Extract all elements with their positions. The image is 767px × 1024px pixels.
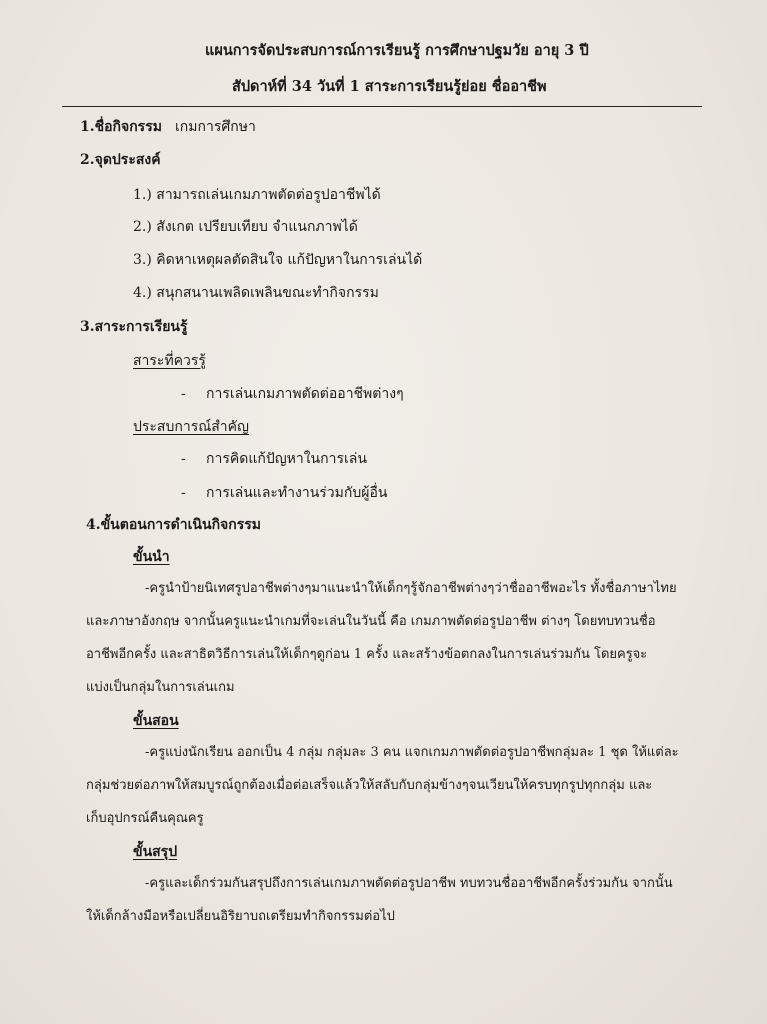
summary-line: ให้เด็กล้างมือหรือเปลี่ยนอิริยาบถเตรียมทำกิจกรรมต่อไป <box>86 909 395 924</box>
intro-line: และภาษาอังกฤษ จากนั้นครูแนะนำเกมที่จะเล่นในวันนี้ คือ เกมภาพตัดต่อรูปอาชีพ ต่างๆ โดยทบทวนชื่อ <box>86 614 656 629</box>
knowledge-item: การเล่นเกมภาพตัดต่ออาชีพต่างๆ <box>206 386 404 402</box>
teach-line: เก็บอุปกรณ์คืนคุณครู <box>86 811 204 826</box>
summary-line: -ครูและเด็กร่วมกันสรุปถึงการเล่นเกมภาพตัดต่อรูปอาชีพ ทบทวนชื่ออาชีพอีกครั้งร่วมกัน จากนั้น <box>145 876 673 891</box>
summary-step-heading: ขั้นสรุป <box>133 844 178 860</box>
list-bullet: - <box>181 451 186 467</box>
knowledge-heading: สาระที่ควรรู้ <box>133 353 206 369</box>
learning-heading: 3.สาระการเรียนรู้ <box>80 319 188 335</box>
teach-line: -ครูแบ่งนักเรียน ออกเป็น 4 กลุ่ม กลุ่มละ 3 คน แจกเกมภาพตัดต่อรูปอาชีพกลุ่มละ 1 ชุด ให้แต่ละ <box>145 745 679 760</box>
intro-line: อาชีพอีกครั้ง และสาธิตวิธีการเล่นให้เด็กๆดูก่อน 1 ครั้ง และสร้างข้อตกลงในการเล่นร่วมกัน โดยครูจะ <box>86 647 648 662</box>
objective-item: 2.) สังเกต เปรียบเทียบ จำแนกภาพได้ <box>133 219 358 235</box>
activity-heading: 1.ชื่อกิจกรรม <box>80 119 162 135</box>
header-divider <box>62 106 702 107</box>
objective-item: 1.) สามารถเล่นเกมภาพตัดต่อรูปอาชีพได้ <box>133 187 381 203</box>
list-bullet: - <box>181 485 186 501</box>
procedure-heading: 4.ขั้นตอนการดำเนินกิจกรรม <box>86 517 261 533</box>
objective-item: 3.) คิดหาเหตุผลตัดสินใจ แก้ปัญหาในการเล่นได้ <box>133 252 423 268</box>
activity-name: เกมการศึกษา <box>175 119 256 135</box>
intro-step-heading: ขั้นนำ <box>133 549 170 565</box>
experience-item: การเล่นและทำงานร่วมกับผู้อื่น <box>206 485 388 501</box>
list-bullet: - <box>181 386 186 402</box>
intro-line: แบ่งเป็นกลุ่มในการเล่นเกม <box>86 680 235 695</box>
intro-line: -ครูนำป้ายนิเทศรูปอาชีพต่างๆมาแนะนำให้เด็กๆรู้จักอาชีพต่างๆว่าชื่ออาชีพอะไร ทั้งชื่อภาษาไทย <box>145 581 677 596</box>
objective-item: 4.) สนุกสนานเพลิดเพลินขณะทำกิจกรรม <box>133 285 379 301</box>
document-subtitle: สัปดาห์ที่ 34 วันที่ 1 สาระการเรียนรู้ย่อย ชื่ออาชีพ <box>232 78 547 95</box>
document-title: แผนการจัดประสบการณ์การเรียนรู้ การศึกษาปฐมวัย อายุ 3 ปี <box>205 42 589 59</box>
objectives-heading: 2.จุดประสงค์ <box>80 152 161 168</box>
teach-line: กลุ่มช่วยต่อภาพให้สมบูรณ์ถูกต้องเมื่อต่อเสร็จแล้วให้สลับกับกลุ่มข้างๆจนเวียนให้ครบทุกรูปทุกกลุ่ม และ <box>86 778 653 793</box>
teach-step-heading: ขั้นสอน <box>133 713 179 729</box>
experience-item: การคิดแก้ปัญหาในการเล่น <box>206 451 367 467</box>
experience-heading: ประสบการณ์สำคัญ <box>133 419 249 435</box>
